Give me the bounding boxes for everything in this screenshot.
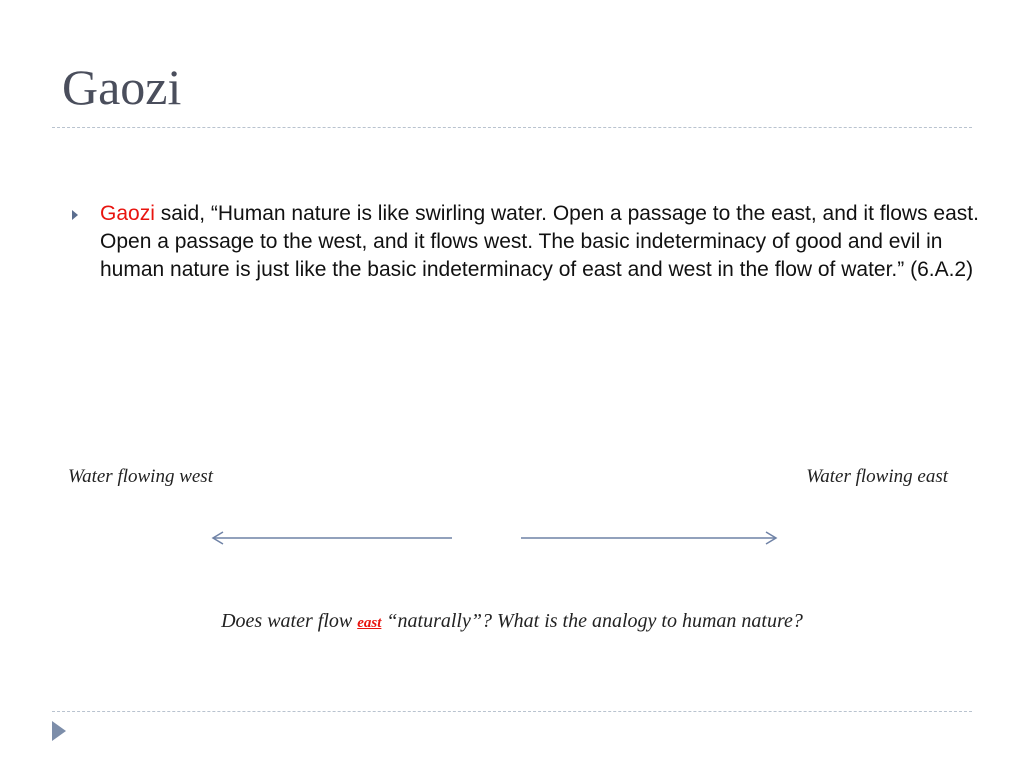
question-part-1: Does water flow — [221, 610, 358, 632]
arrow-west-icon — [213, 532, 452, 544]
top-divider — [52, 127, 972, 128]
slide-title: Gaozi — [62, 59, 182, 115]
speaker-name: Gaozi — [100, 202, 155, 225]
arrow-east-icon — [521, 532, 776, 544]
quote-paragraph — [100, 200, 980, 284]
play-triangle-icon[interactable] — [52, 721, 66, 741]
discussion-question — [0, 610, 1024, 633]
bullet-triangle-icon — [72, 210, 78, 220]
quote-text: said, “Human nature is like swirling water. Open a passage to the east, and it flows east. Open a passage to the west, and it flows west. The basic indeterminacy of good and evil in human nature is just like the basic indeterminacy of east and west in the flow of water.” (6.A.2) — [100, 202, 979, 281]
bottom-divider — [52, 711, 972, 712]
caption-west: Water flowing west — [68, 466, 213, 487]
caption-east: Water flowing east — [806, 466, 948, 487]
question-emphasis: east — [357, 615, 382, 631]
question-part-2: “naturally”? What is the analogy to human nature? — [381, 610, 803, 632]
